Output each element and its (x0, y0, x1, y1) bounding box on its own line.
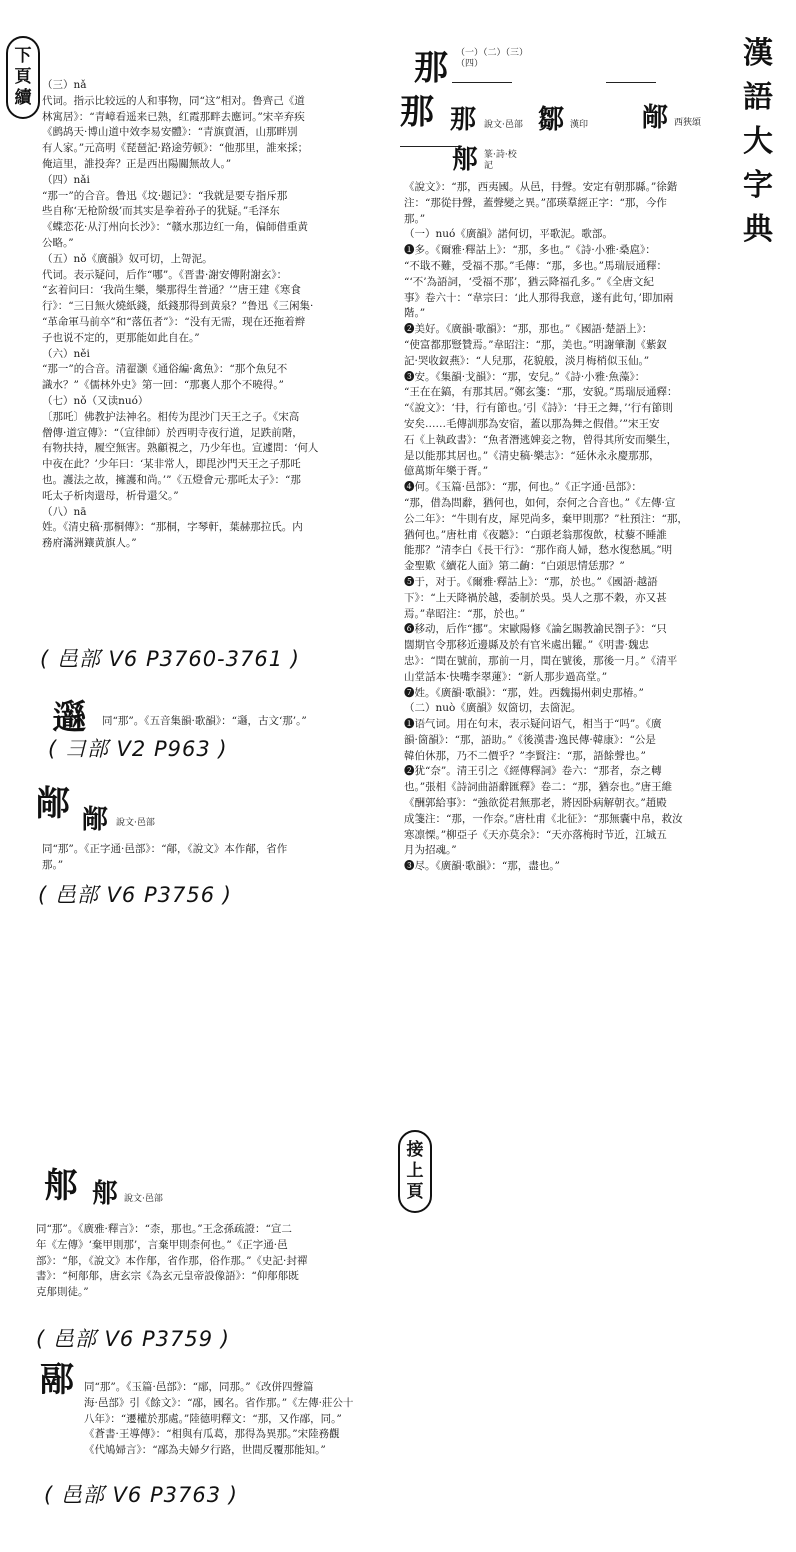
entry-definition: 同“那”。《五音集韻·歌韻》：“𨙣，古文‘那’。” (102, 715, 307, 727)
continued-next-page-stamp: 下頁續 (6, 36, 40, 119)
entry-headword: 郍 (44, 1166, 78, 1206)
citation-handwritten: ( 邑部 V6 P3763 ) (44, 1483, 238, 1507)
variant-source-label: 西狹頌 (674, 118, 702, 128)
heading-underline (400, 146, 460, 147)
heading-underline (606, 82, 656, 83)
entry-definition: 同“那”。《廣雅·釋言》：“柰，那也。”王念孫疏證：“宣二 年《左傳》‘棄甲則那’，言棄甲則柰何也。”《正字通·邑 部》：“郍，《說文》本作郍，省作那，俗作那。”《史記·封禪 書》：“柯郍郍，唐玄宗《為玄元皇帝設像語》：“仰郍郍既 克郍則徒。” (36, 1223, 308, 1299)
variant-glyph: 䣊 (642, 103, 669, 133)
entry-definition: 同“那”。《玉篇·邑部》：“䣓，同那。”《改併四聲篇 海·邑部》引《餘文》：“䣓，國名。省作那。”《左傳·莊公十 八年》：“遷權於那處。”陸德明釋文：“那，又作䣓，同。” 《蒼書·王導傳》：“相與有瓜葛，那得為異那。”宋陸務觀 《代鳩婦言》：“䣓為夫婦夕行路，世間反覆那能知。” (84, 1381, 354, 1457)
seal-source-label: 說文·邑部 (116, 818, 155, 828)
left-column-text: （三）nǎ 代词。指示比较远的人和事物，同“这”相对。鲁齊己《道 林寓居》：“青嶂看遥来已熟，红霞那畔去應诃。”宋辛弃疾 《鹧鸪天·博山道中效李易安體》：“青旗賣酒，山那畔別 有人家。”元高明《琵琶記·路途劳顿》：“他那里，誰來採； 俺這里，誰投奔？正是西出陽關無故人。” （四）nǎi “那一”的合音。鲁迅《坟·题记》：“我就是要专指斥那 些自称‘无枪阶级’而其实是拳着孙子的犹疑。”毛泽东 《蝶恋花·从汀州向长沙》：“赣水那边红一角，偏師借重黄 公略。” （五）nǒ《廣韻》奴可切，上哿泥。 代词。表示疑问，后作“哪”。《晋書·謝安傳附謝玄》： “玄着问曰：‘我尚生樂，樂那得生普通？’”唐王建《寒食 行》：“三日無火燒紙錢，紙錢那得到黄泉？”鲁迅《三闲集· “革命軍马前卒”和“落伍者”》：“没有无需，现在还拖着辫 子也说不定的，更那能如此自在。” （六）něi “那一”的合音。清翟灏《通俗編·禽魚》：“那个魚兒不 識水？”《儒林外史》第一回：“那裏人那个不曉得。” （七）nǒ（又读nuó） 〔那吒〕佛教护法神名。相传为毘沙门天王之子。《宋高 僧傳·道宣傳》：“（宣律師）於西明寺夜行道，足跌前階， 有物扶持，履空無害。熟顧視之，乃少年也。宣遽問：‘何人 中夜在此？’少年曰：‘某非常人，即毘沙門天王之子那吒 也。護法之故，擁護和尚。’”《五燈會元·那吒太子》：“那 吒太子析肉還母，析骨還父。” （八）nā 姓。《清史稿·那桐傳》：“那桐，字琴軒，葉赫那拉氏。内 務府滿洲鑲黄旗人。” (42, 79, 319, 550)
variant-source-label: 漢印 (570, 120, 589, 130)
seal-source-label: 說文·邑部 (124, 1194, 163, 1204)
headword-main: 那 (414, 48, 448, 88)
entry-headword: 𨙣 (52, 698, 86, 738)
seal-script-glyph: 郍 (92, 1179, 119, 1209)
entry-headword: 䣊 (36, 784, 70, 824)
variant-glyph: 郍 (452, 145, 479, 175)
right-column-text: 《說文》：“那，西夷國。从邑，冄聲。安定有朝那縣。”徐鍇 注：“那從冄聲，蓋聲變之異。”邵瑛羣經正字：“那，今作 那。” （一）nuó《廣韻》諾何切，平歌泥。歌部。 ❶多。《爾雅·釋詁上》：“那，多也。”《詩·小雅·桑扈》： “不戢不難，受福不那。”毛傳：“那，多也。”馬瑞辰通釋： “‘不’為語詞，‘受福不那’，猶云降福孔多。”《全唐文紀 事》卷六十：“韋宗曰：‘此人那得我意，遂有此句，’即加兩 階。” ❷美好。《廣韻·歌韻》：“那，那也。”《國語·楚語上》： “使富都那豎贊焉。”韋昭注：“那，美也。”明謝肇淛《紫釵 記·哭收釵燕》：“人兒那，花貌般，淡月梅梢似玉仙。” ❸安。《集韻·戈韻》：“那，安兒。”《詩·小雅·魚藻》： “王在在鎬，有那其居。”鄭玄箋：“那，安貌。”馬瑞辰通釋： “《說文》：‘冄，行有節也。’引《詩》：‘冄王之舞，’‘行有節則 安矣……毛傳訓那為安宿，蓋以那為舞之假借。’”宋王安 石《上執政書》：“魚者潛逃婢妾之物，曾得其所安而樂生， 是以能那其居也。”《清史稿·樂志》：“延休永永慶那那， 億萬斯年樂于胥。” ❹何。《玉篇·邑部》：“那，何也。”《正字通·邑部》： “那，借為問辭，猶何也，如何，奈何之合音也。”《左傳·宣 公二年》：“牛則有皮，犀兕尚多，棄甲則那？”杜預注：“那， 猶何也。”唐杜甫《夜聽》：“白頭老翁那復飲，杖藜不睡誰 能那？”清李白《長干行》：“那作商人婦，愁水復愁風。”明 金聖歎《續花人面》第二齣：“白頭思情恁那？” ❺于，对于。《爾雅·釋詁上》：“那，於也。”《國語·越語 下》：“上天降禍於越，委制於吳。吳人之那不穀，亦又甚 焉。”韋昭注：“那，於也。” ❻移动，后作“挪”。宋歐陽修《論乞賜教諭民劄子》：“只 闊期官令那移近邊縣及於有官米處出糶。”《明書·魏忠 忠》：“閏在號前，那前一月，閏在號後，那後一月。”《清平 山堂話本·快嘴李翠蓮》：“新人那步過高堂。” ❼姓。《廣韻·歌韻》：“那，姓。西魏揚州刺史那椿。” （二）nuò《廣韻》奴箇切，去箇泥。 ❶语气词。用在句末，表示疑问语气，相当于“吗”。《廣 韻·箇韻》：“那，語助。”《後漢書·逸民傳·韓康》：“公是 韓伯休那，乃不二價乎？”李賢注：“那，語餘聲也。” ❷犹“奈”。清王引之《經傳釋詞》卷六：“那者，奈之轉 也。”張相《詩詞曲語辭匯釋》卷二：“那，猶奈也。”唐王維 《酬郭給事》：“強欲從君無那老，將因卧病解朝衣。”趙殿 成箋注：“那，一作奈。”唐杜甫《北征》：“那無囊中帛，救汝 寒凛慄。”柳亞子《天亦莫余》：“天亦落梅时节近，江城五 月为招魂。” ❸尽。《廣韻·歌韻》：“那，盡也。” (404, 181, 688, 873)
headword-sense-labels: （一）（二）（三）（四） (456, 48, 529, 69)
variant-glyph: 鄒 (538, 105, 565, 135)
seal-source-label: 說文·邑部 (484, 120, 523, 130)
entry-headword: 䣓 (40, 1360, 74, 1400)
dictionary-title: 漢語大字典 (743, 36, 773, 247)
variant-source-label: 篆·詩·校記 (484, 150, 517, 171)
headword-standard: 那 (400, 92, 434, 132)
heading-underline (452, 82, 512, 83)
seal-script-glyph: 䣊 (82, 805, 109, 835)
citation-handwritten: ( 邑部 V6 P3760-3761 ) (40, 647, 300, 671)
citation-handwritten: ( 彐部 V2 P963 ) (48, 737, 228, 761)
seal-script-glyph: 那 (450, 105, 477, 135)
continued-from-previous-page-stamp: 接上頁 (398, 1130, 432, 1213)
entry-definition: 同“那”。《正字通·邑部》：“䣊，《說文》本作䣊，省作 那。” (42, 843, 288, 871)
citation-handwritten: ( 邑部 V6 P3756 ) (38, 883, 232, 907)
citation-handwritten: ( 邑部 V6 P3759 ) (36, 1327, 230, 1351)
